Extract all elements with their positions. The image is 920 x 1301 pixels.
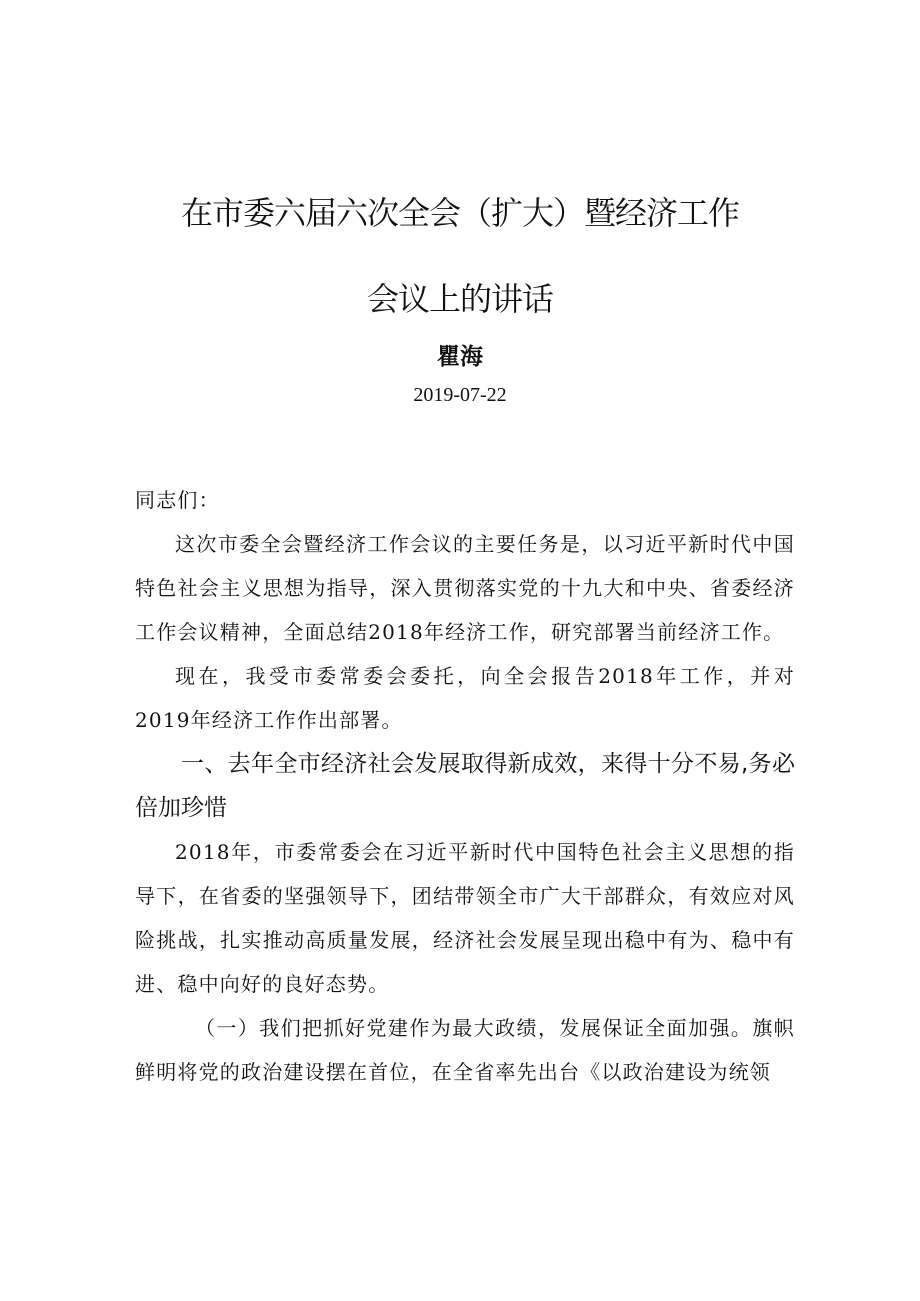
body-paragraph-1: 这次市委全会暨经济工作会议的主要任务是，以习近平新时代中国特色社会主义思想为指导，深入贯彻落实党的十九大和中央、省委经济工作会议精神，全面总结2018年经济工作，研究部署当前经济工作。 [135,532,795,644]
author-name: 瞿海 [437,344,483,370]
document-body [135,478,795,1094]
document-title-line-1: 在市委六届六次全会（扩大）暨经济工作 [180,194,739,232]
section-heading-1: 一、去年全市经济社会发展取得新成效，来得十分不易,务必倍加珍惜 [135,751,795,821]
document-title-line-2: 会议上的讲话 [366,280,553,318]
body-paragraph-2: 现在，我受市委常委会委托，向全会报告2018年工作，并对2019年经济工作作出部署。 [135,664,795,732]
greeting: 同志们： [135,488,220,512]
speech-date: 2019-07-22 [413,384,507,406]
sub-section-paragraph-1: （一）我们把抓好党建作为最大政绩，发展保证全面加强。旗帜鲜明将党的政治建设摆在首位，在全省率先出台《以政治建设为统领 [135,1016,795,1084]
section-paragraph-1: 2018年，市委常委会在习近平新时代中国特色社会主义思想的指导下，在省委的坚强领导下，团结带领全市广大干部群众，有效应对风险挑战，扎实推动高质量发展，经济社会发展呈现出稳中有为、稳中有进、稳中向好的良好态势。 [135,840,795,996]
